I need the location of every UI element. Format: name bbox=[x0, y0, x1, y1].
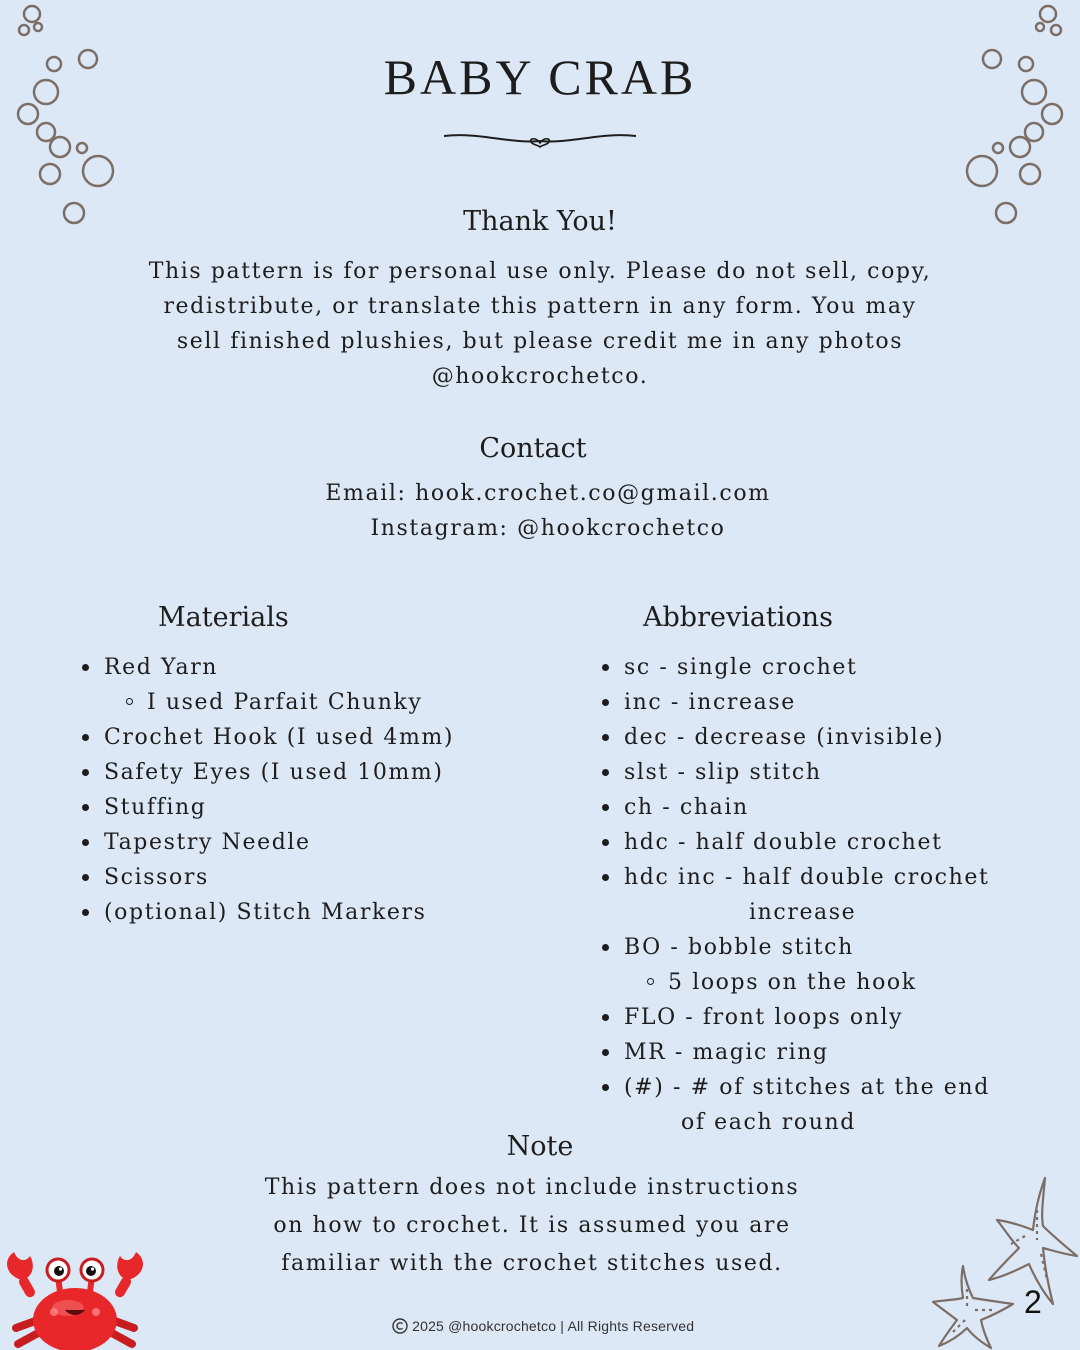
list-item-text: FLO - front loops only bbox=[624, 1005, 904, 1030]
list-item-text: Red Yarn bbox=[104, 655, 219, 680]
contact-heading: Contact bbox=[479, 433, 587, 464]
list-item bbox=[600, 825, 1060, 860]
bubbles-left-icon bbox=[10, 0, 130, 240]
copyright-icon bbox=[392, 1318, 408, 1334]
list-item-text: sc - single crochet bbox=[624, 655, 858, 680]
list-item-text: Scissors bbox=[104, 865, 209, 890]
note-line: This pattern does not include instructions bbox=[264, 1175, 800, 1200]
bullet-icon bbox=[82, 909, 89, 916]
bullet-icon bbox=[602, 944, 609, 951]
list-item-continuation bbox=[600, 895, 1060, 930]
list-item bbox=[600, 720, 1060, 755]
heart-divider-icon bbox=[440, 124, 640, 154]
sub-bullet-icon bbox=[647, 978, 654, 985]
list-item-text: I used Parfait Chunky bbox=[147, 690, 423, 715]
crab-icon bbox=[0, 1240, 150, 1350]
bullet-icon bbox=[602, 769, 609, 776]
bullet-icon bbox=[602, 1014, 609, 1021]
bubbles-right-icon bbox=[960, 0, 1080, 240]
thank-you-heading: Thank You! bbox=[463, 206, 617, 237]
note-text bbox=[200, 1169, 864, 1283]
materials-heading: Materials bbox=[158, 602, 289, 633]
list-item-text: Stuffing bbox=[104, 795, 207, 820]
copyright-footer bbox=[392, 1318, 694, 1334]
list-item-text: MR - magic ring bbox=[624, 1040, 829, 1065]
note-line: familiar with the crochet stitches used. bbox=[281, 1251, 783, 1276]
thank-you-line: This pattern is for personal use only. Please do not sell, copy, bbox=[148, 259, 932, 284]
starfish-icon bbox=[925, 1170, 1080, 1350]
abbreviations-heading: Abbreviations bbox=[643, 602, 833, 633]
bullet-icon bbox=[82, 664, 89, 671]
bullet-icon bbox=[602, 699, 609, 706]
list-item-text: (optional) Stitch Markers bbox=[104, 900, 427, 925]
page-title: BABY CRAB bbox=[383, 49, 697, 105]
thank-you-line: redistribute, or translate this pattern in any form. You may bbox=[163, 294, 917, 319]
bullet-icon bbox=[82, 804, 89, 811]
list-item-text: (#) - # of stitches at the end bbox=[624, 1075, 990, 1100]
note-line: on how to crochet. It is assumed you are bbox=[273, 1213, 791, 1238]
list-item bbox=[600, 860, 1060, 895]
list-item-text: hdc - half double crochet bbox=[624, 830, 943, 855]
list-item-text: hdc inc - half double crochet bbox=[624, 865, 990, 890]
list-item-text: dec - decrease (invisible) bbox=[624, 725, 945, 750]
page-number: 2 bbox=[1024, 1284, 1042, 1320]
list-item bbox=[80, 650, 540, 685]
sub-bullet-icon bbox=[126, 698, 133, 705]
list-item bbox=[80, 895, 540, 930]
thank-you-line: sell finished plushies, but please credit me in any photos bbox=[176, 329, 904, 354]
list-item-text: slst - slip stitch bbox=[624, 760, 822, 785]
list-item bbox=[80, 755, 540, 790]
bullet-icon bbox=[602, 1084, 609, 1091]
list-item bbox=[600, 965, 1060, 1000]
materials-list bbox=[80, 650, 540, 930]
bullet-icon bbox=[602, 734, 609, 741]
list-item bbox=[80, 860, 540, 895]
list-item-text: Safety Eyes (I used 10mm) bbox=[104, 760, 444, 785]
note-heading: Note bbox=[506, 1131, 574, 1162]
list-item-text: Tapestry Needle bbox=[104, 830, 311, 855]
list-item-text: 5 loops on the hook bbox=[668, 970, 917, 995]
contact-email[interactable]: Email: hook.crochet.co@gmail.com bbox=[325, 481, 771, 506]
thank-you-line: @hookcrochetco. bbox=[431, 364, 649, 389]
list-item-text: increase bbox=[749, 900, 857, 925]
list-item bbox=[80, 790, 540, 825]
contact-instagram[interactable]: Instagram: @hookcrochetco bbox=[370, 516, 726, 541]
thank-you-text bbox=[120, 254, 960, 394]
abbreviations-list bbox=[600, 650, 1060, 1140]
bullet-icon bbox=[82, 734, 89, 741]
bullet-icon bbox=[82, 769, 89, 776]
list-item bbox=[600, 1070, 1060, 1105]
contact-info bbox=[0, 476, 1080, 546]
list-item bbox=[600, 685, 1060, 720]
bullet-icon bbox=[82, 874, 89, 881]
list-item bbox=[80, 825, 540, 860]
list-item bbox=[80, 685, 540, 720]
copyright-text: 2025 @hookcrochetco | All Rights Reserved bbox=[412, 1318, 695, 1334]
bullet-icon bbox=[602, 839, 609, 846]
list-item bbox=[600, 650, 1060, 685]
list-item bbox=[80, 720, 540, 755]
list-item bbox=[600, 755, 1060, 790]
list-item-text: ch - chain bbox=[624, 795, 749, 820]
list-item-text: of each round bbox=[681, 1110, 856, 1135]
bullet-icon bbox=[602, 1049, 609, 1056]
bullet-icon bbox=[602, 874, 609, 881]
list-item bbox=[600, 1000, 1060, 1035]
list-item bbox=[600, 1035, 1060, 1070]
list-item bbox=[600, 790, 1060, 825]
bullet-icon bbox=[602, 804, 609, 811]
bullet-icon bbox=[602, 664, 609, 671]
list-item-text: BO - bobble stitch bbox=[624, 935, 854, 960]
list-item bbox=[600, 930, 1060, 965]
list-item-text: Crochet Hook (I used 4mm) bbox=[104, 725, 455, 750]
list-item-text: inc - increase bbox=[624, 690, 796, 715]
bullet-icon bbox=[82, 839, 89, 846]
